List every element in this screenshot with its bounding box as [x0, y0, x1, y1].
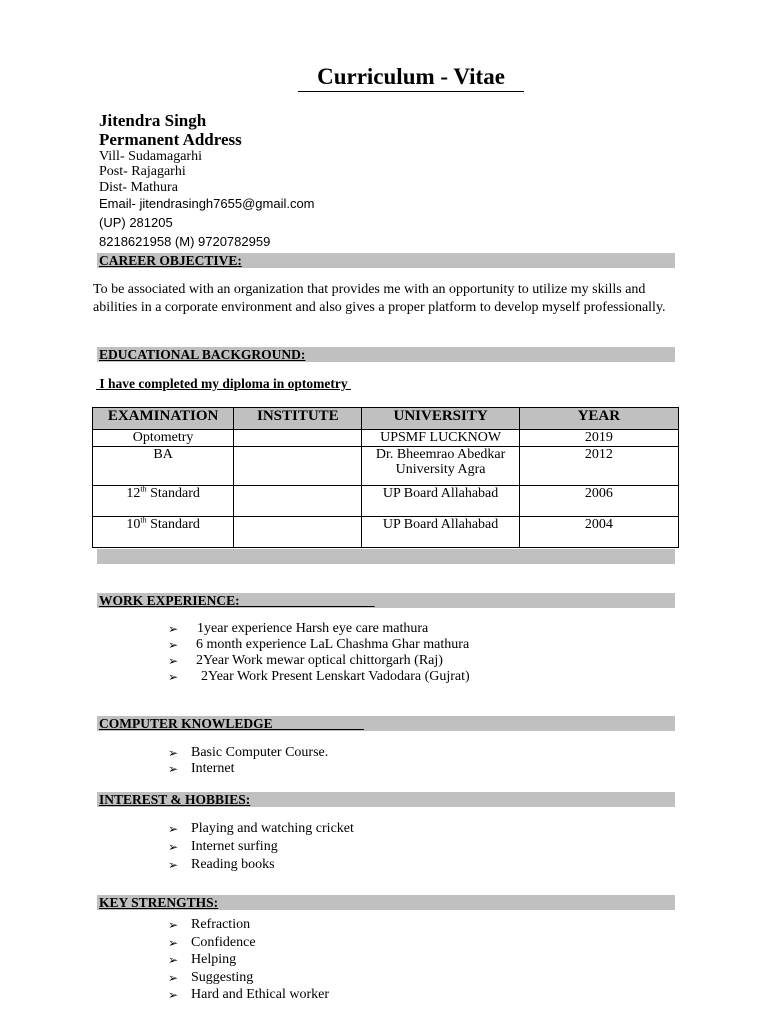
address-line-village: Vill- Sudamagarhi	[99, 149, 202, 164]
strengths-heading: KEY STRENGTHS:	[99, 895, 219, 910]
address-line-post: Post- Rajagarhi	[99, 164, 186, 179]
address-line-district: Dist- Mathura	[99, 180, 178, 195]
column-header-year: YEAR	[519, 408, 678, 430]
education-table	[92, 407, 679, 548]
arrow-bullet-icon: ➢	[168, 670, 179, 684]
table-row	[93, 485, 679, 516]
career-objective-text: To be associated with an organization that provides me with an opportunity to utilize my skills and abilities in a corporate environment and also gives a proper platform to develop myself professionally.	[93, 282, 666, 316]
exam-cell	[93, 485, 234, 516]
list-item-text: Suggesting	[191, 969, 254, 985]
exam-cell	[93, 516, 234, 547]
list-item-text: Internet	[191, 761, 235, 776]
exam-number: 12	[126, 485, 141, 501]
arrow-bullet-icon: ➢	[168, 970, 179, 985]
table-row	[93, 430, 679, 447]
list-item-text: 2Year Work mewar optical chittorgarh (Raj)	[196, 653, 443, 668]
institute-cell	[234, 516, 362, 547]
arrow-bullet-icon: ➢	[168, 746, 179, 760]
interests-heading: INTEREST & HOBBIES:	[99, 792, 251, 807]
list-item-text: Internet surfing	[191, 839, 278, 854]
list-item-text: Reading books	[191, 857, 275, 872]
list-item-text: Refraction	[191, 917, 251, 932]
year-cell: 2019	[519, 430, 678, 447]
university-cell: UP Board Allahabad	[362, 516, 519, 547]
exam-cell: Optometry	[93, 430, 234, 447]
arrow-bullet-icon: ➢	[168, 935, 179, 950]
arrow-bullet-icon: ➢	[168, 858, 179, 872]
exam-label: Standard	[146, 516, 200, 532]
institute-cell	[234, 446, 362, 485]
arrow-bullet-icon: ➢	[168, 638, 179, 652]
arrow-bullet-icon: ➢	[168, 953, 179, 967]
university-cell: Dr. Bheemrao Abedkar University Agra	[362, 446, 519, 485]
education-heading: EDUCATIONAL BACKGROUND:	[99, 347, 306, 362]
computer-knowledge-heading: COMPUTER KNOWLEDGE ___________	[99, 716, 364, 731]
list-item-text: Basic Computer Course.	[191, 745, 329, 760]
exam-label: Standard	[146, 485, 200, 501]
email-line: Email- jitendrasingh7655@gmail.com	[99, 196, 315, 211]
diploma-statement: I have completed my diploma in optometry	[96, 376, 351, 391]
exam-suffix: th	[140, 514, 147, 524]
university-cell: UPSMF LUCKNOW	[362, 430, 519, 447]
table-row	[93, 516, 679, 547]
exam-number: 10	[126, 516, 141, 532]
career-objective-heading: CAREER OBJECTIVE:	[99, 253, 242, 268]
exam-suffix: th	[140, 483, 147, 493]
arrow-bullet-icon: ➢	[168, 822, 179, 836]
table-header-row	[93, 408, 679, 430]
arrow-bullet-icon: ➢	[168, 762, 179, 776]
education-footer-bar	[97, 549, 675, 564]
work-experience-heading: WORK EXPERIENCE:	[99, 593, 375, 608]
year-cell: 2006	[519, 485, 678, 516]
phone-line: 8218621958 (M) 9720782959	[99, 234, 271, 249]
list-item-text: 2Year Work Present Lenskart Vadodara (Gujrat)	[201, 669, 470, 684]
list-item-text: 6 month experience LaL Chashma Ghar mathura	[196, 637, 470, 652]
table-row	[93, 446, 679, 485]
university-cell: UP Board Allahabad	[362, 485, 519, 516]
column-header-university: UNIVERSITY	[362, 408, 519, 430]
arrow-bullet-icon: ➢	[168, 988, 179, 1002]
document-title: Curriculum - Vitae	[298, 63, 524, 92]
year-cell: 2004	[519, 516, 678, 547]
list-item-text: Confidence	[191, 934, 256, 950]
arrow-bullet-icon: ➢	[168, 840, 179, 854]
column-header-examination: EXAMINATION	[93, 408, 234, 430]
column-header-institute: INSTITUTE	[234, 408, 362, 430]
institute-cell	[234, 485, 362, 516]
institute-cell	[234, 430, 362, 447]
arrow-bullet-icon: ➢	[168, 622, 179, 636]
list-item-text: Hard and Ethical worker	[191, 987, 329, 1002]
pin-code-line: (UP) 281205	[99, 215, 173, 230]
address-heading: Permanent Address	[99, 130, 242, 149]
year-cell: 2012	[519, 446, 678, 485]
arrow-bullet-icon: ➢	[168, 918, 179, 932]
list-item-text: Playing and watching cricket	[191, 821, 354, 836]
exam-cell: BA	[93, 446, 234, 485]
list-item-text: Helping	[191, 952, 237, 967]
list-item-text: 1year experience Harsh eye care mathura	[197, 621, 429, 636]
arrow-bullet-icon: ➢	[168, 654, 179, 668]
candidate-name: Jitendra Singh	[99, 111, 207, 130]
